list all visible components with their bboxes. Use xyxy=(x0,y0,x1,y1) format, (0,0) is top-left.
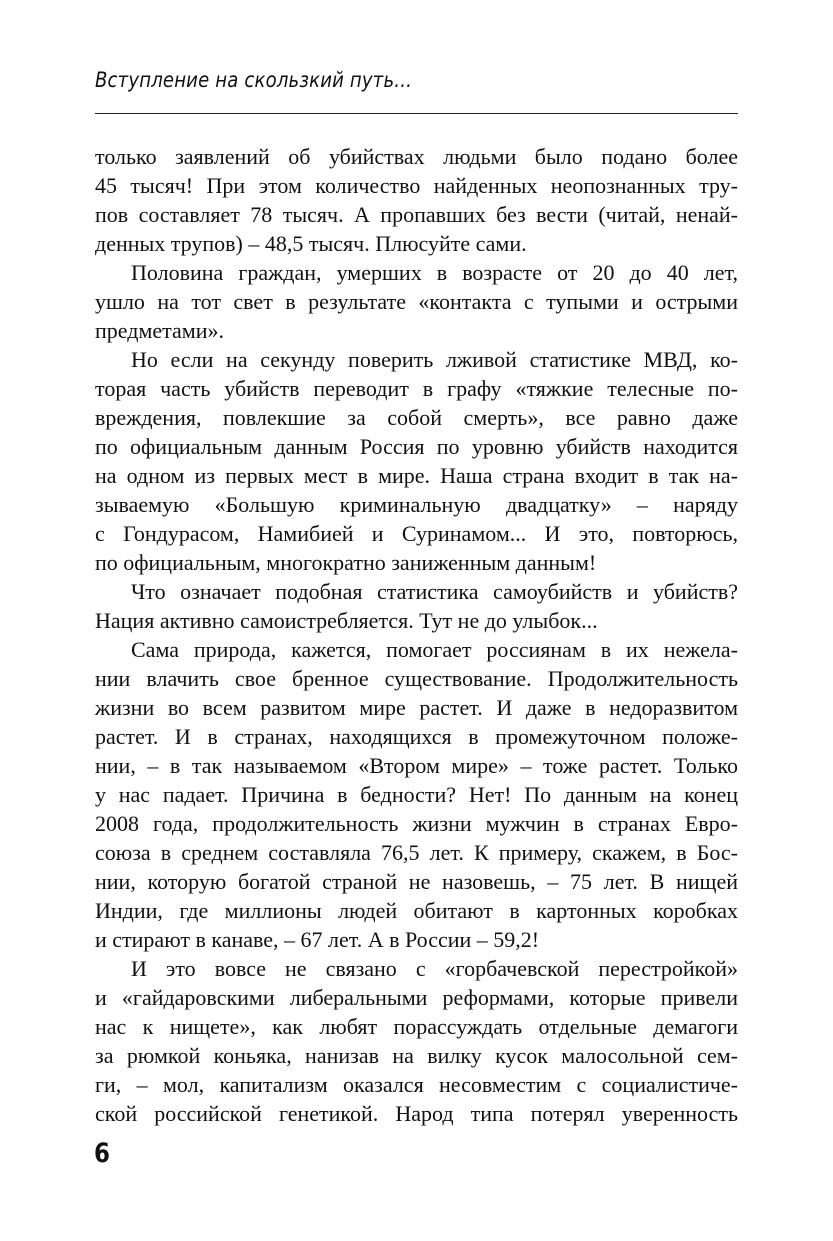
text-line: нии влачить свое бренное существование. Продолжительность xyxy=(95,666,738,691)
text-line: ги, – мол, капитализм оказался несовместим с социалистиче- xyxy=(95,1072,738,1097)
text-line: пов составляет 78 тысяч. А пропавших без вести (читай, ненай- xyxy=(95,202,738,227)
text-line: жизни во всем развитом мире растет. И даже в недоразвитом xyxy=(95,695,738,720)
text-line: 45 тысяч! При этом количество найденных неопознанных тру- xyxy=(95,173,738,198)
page-number: 6 xyxy=(94,1138,110,1169)
text-line: Индии, где миллионы людей обитают в картонных коробках xyxy=(95,898,738,923)
text-line: по официальным, многократно заниженным данным! xyxy=(95,550,597,575)
text-line: и стирают в канаве, – 67 лет. А в России – 59,2! xyxy=(95,927,540,952)
text-line: нии, которую богатой страной не назовешь, – 75 лет. В нищей xyxy=(95,869,738,894)
text-line: Но если на секунду поверить лживой статистике МВД, ко- xyxy=(131,347,738,372)
text-line: нас к нищете», как любят порассуждать отдельные демагоги xyxy=(95,1014,738,1039)
text-line: Что означает подобная статистика самоубийств и убийств? xyxy=(131,579,738,604)
running-title: Вступление на скользкий путь... xyxy=(95,68,413,92)
text-line: денных трупов) – 48,5 тысяч. Плюсуйте сами. xyxy=(95,231,527,256)
text-line: у нас падает. Причина в бедности? Нет! По данным на конец xyxy=(95,782,738,807)
body-text xyxy=(95,142,738,1128)
text-line: И это вовсе не связано с «горбачевской перестройкой» xyxy=(131,956,738,981)
text-line: по официальным данным Россия по уровню убийств находится xyxy=(95,434,738,459)
text-line: торая часть убийств переводит в графу «тяжкие телесные по- xyxy=(95,376,738,401)
text-line: нии, – в так называемом «Втором мире» – тоже растет. Только xyxy=(95,753,738,778)
text-line: Половина граждан, умерших в возрасте от 20 до 40 лет, xyxy=(131,260,738,285)
header-rule xyxy=(95,113,738,114)
text-line: на одном из первых мест в мире. Наша страна входит в так на- xyxy=(95,463,738,488)
text-line: с Гондурасом, Намибией и Суринамом... И это, повторюсь, xyxy=(95,521,738,546)
text-line: ушло на тот свет в результате «контакта с тупыми и острыми xyxy=(95,289,738,314)
text-line: только заявлений об убийствах людьми было подано более xyxy=(95,144,738,169)
text-line: растет. И в странах, находящихся в промежуточном положе- xyxy=(95,724,738,749)
text-line: за рюмкой коньяка, нанизав на вилку кусок малосольной сем- xyxy=(95,1043,738,1068)
text-line: и «гайдаровскими либеральными реформами, которые привели xyxy=(95,985,738,1010)
text-line: предметами». xyxy=(95,318,224,343)
text-line: вреждения, повлекшие за собой смерть», все равно даже xyxy=(95,405,738,430)
text-line: зываемую «Большую криминальную двадцатку» – наряду xyxy=(95,492,738,517)
text-line: Нация активно самоистребляется. Тут не до улыбок... xyxy=(95,608,598,633)
text-line: союза в среднем составляла 76,5 лет. К примеру, скажем, в Бос- xyxy=(95,840,738,865)
text-line: ской российской генетикой. Народ типа потерял уверенность xyxy=(95,1101,738,1126)
text-line: Сама природа, кажется, помогает россиянам в их нежела- xyxy=(131,637,738,662)
text-line: 2008 года, продолжительность жизни мужчин в странах Евро- xyxy=(95,811,738,836)
